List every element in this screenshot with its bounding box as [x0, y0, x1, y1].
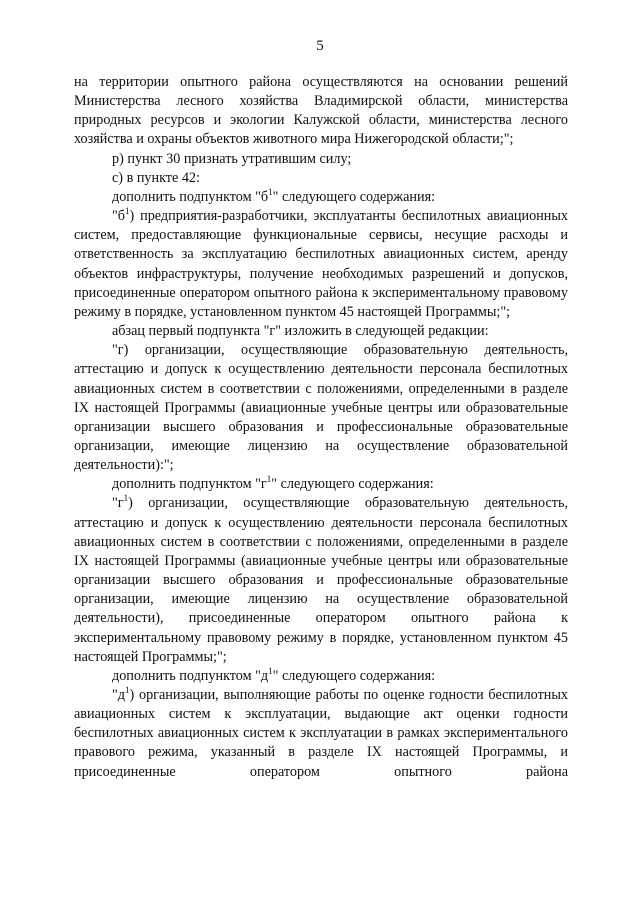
paragraph-amend-g: абзац первый подпункта "г" изложить в следующей редакции:: [112, 323, 489, 340]
paragraph-add-d1: [74, 667, 568, 686]
paragraph-d1-text: [74, 686, 568, 782]
text-fragment: " следующего содержания:: [272, 667, 436, 684]
superscript: 1: [125, 685, 130, 695]
paragraph-continuation: на территории опытного района осуществляются на основании решений Министерства лесного хозяйства Владимирской области, министерства природных ресурсов и экологии Калужской области, министерства лесного хозяйства и охраны объектов животного мира Нижегородской области;";: [74, 74, 568, 148]
superscript: 1: [123, 493, 129, 504]
superscript: 1: [266, 474, 272, 485]
paragraph-item-s: с) в пункте 42:: [112, 169, 200, 186]
text-fragment: ) предприятия-разработчики, эксплуатанты беспилотных авиационных систем, предоставляющие функциональные сервисы, несущие расходы и ответственность за эксплуатацию беспилотных авиационных систем, аренду объектов инфраструктуры, получение необходимых разрешений и допусков, присоединенные оператором опытного района к экспериментальному правовому режиму в порядке, установленном пунктом 45 настоящей Программы;";: [74, 208, 568, 320]
paragraph-add-g1: [74, 475, 568, 494]
superscript: 1: [268, 665, 273, 676]
paragraph-item-r: р) пункт 30 признать утратившим силу;: [112, 150, 352, 167]
paragraph-b1-text: [74, 207, 568, 322]
paragraph-add-b1: [74, 188, 568, 207]
text-fragment: ) организации, осуществляющие образовательную деятельность, аттестацию и допуск к осуществлению деятельности персонала беспилотных авиационных систем в соответствии с положениями, определенными в разделе IX настоящей Программы (авиационные учебные центры или образовательные организации высшего образования и профессиональные образовательные организации, имеющие лицензию на осуществление образовательной деятельности), присоединенные оператором опытного района к экспериментальному правовому режиму в порядке, установленном пунктом 45 настоящей Программы;";: [74, 495, 568, 665]
paragraph-g-text: "г) организации, осуществляющие образовательную деятельность, аттестацию и допуск к осуществлению деятельности персонала беспилотных авиационных систем в соответствии с положениями, определенными в разделе IX настоящей Программы (авиационные учебные центры или образовательные организации высшего образования и профессиональные образовательные организации, имеющие лицензию на осуществление образовательной деятельности):";: [74, 342, 568, 474]
text-fragment: "д: [112, 687, 126, 703]
document-body: [74, 73, 568, 782]
text-fragment: "г: [112, 495, 124, 512]
text-fragment: ) организации, выполняющие работы по оценке годности беспилотных авиационных систем к эксплуатации, выдающие акт оценки годности беспилотных авиационных систем к эксплуатации в рамках экспериментального правового режима, указанный в разделе IX настоящей Программы, и присоединенные оператором опытного района: [74, 687, 568, 780]
page-number: 5: [316, 38, 324, 54]
text-fragment: " следующего содержания:: [272, 188, 436, 205]
text-fragment: " следующего содержания:: [271, 476, 434, 493]
text-fragment: "б: [112, 208, 126, 225]
superscript: 1: [125, 206, 130, 217]
text-fragment: дополнить подпунктом "г: [112, 476, 267, 493]
superscript: 1: [268, 186, 273, 197]
paragraph-g1-text: [74, 494, 568, 666]
text-fragment: дополнить подпунктом "б: [112, 188, 269, 205]
text-fragment: дополнить подпунктом "д: [112, 667, 269, 684]
